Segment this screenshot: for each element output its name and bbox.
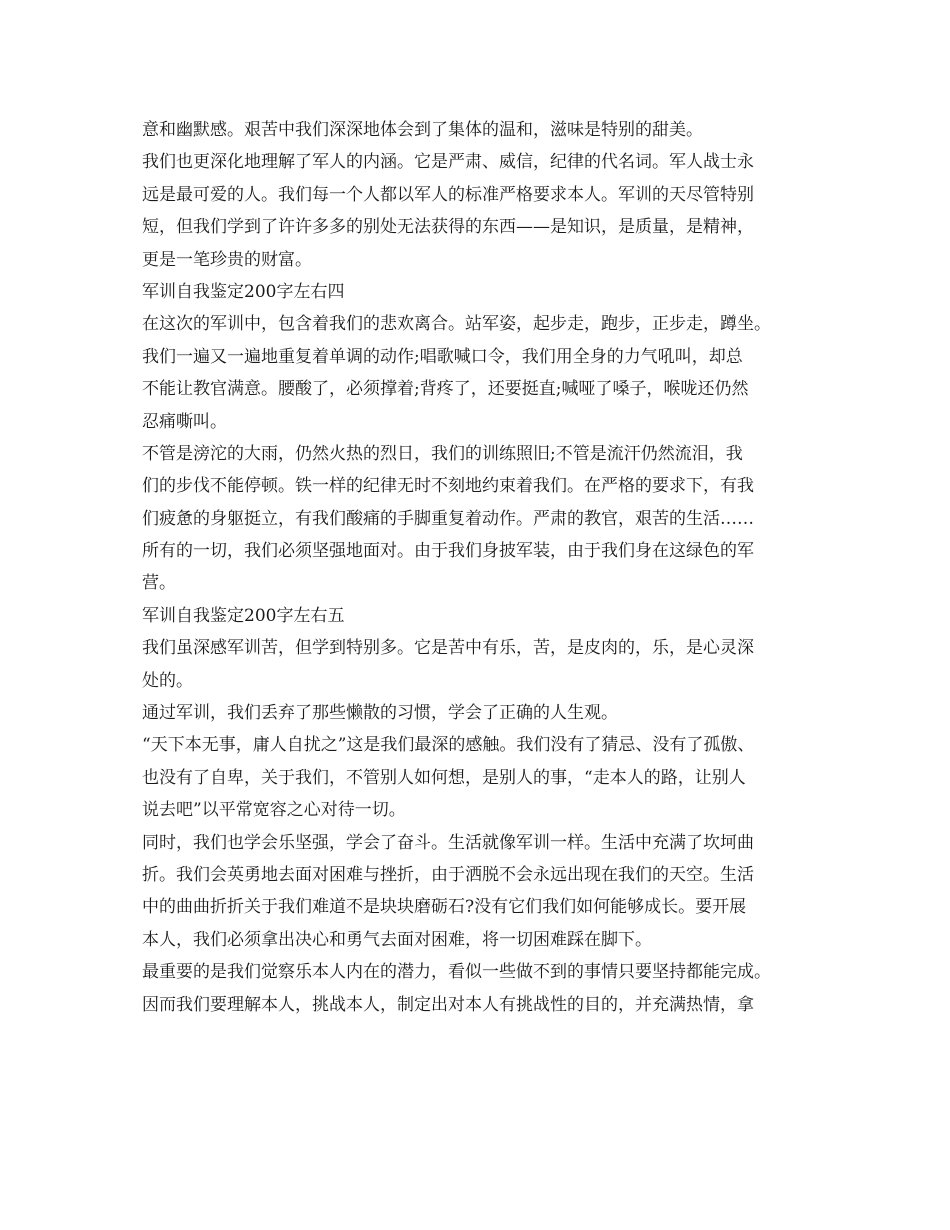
text-line: 意和幽默感。艰苦中我们深深地体会到了集体的温和，滋味是特别的甜美。 bbox=[142, 120, 703, 140]
text-line: 因而我们要理解本人，挑战本人，制定出对本人有挑战性的目的，并充满热情，拿 bbox=[142, 994, 754, 1015]
text-line: 最重要的是我们觉察乐本人内在的潜力，看似一些做不到的事情只要坚持都能完成。 bbox=[142, 962, 771, 983]
text-line: 营。 bbox=[142, 573, 176, 594]
text-line: 我们一遍又一遍地重复着单调的动作;唱歌喊口令，我们用全身的力气吼叫，却总 bbox=[142, 346, 743, 367]
document-body bbox=[142, 114, 832, 1021]
section-heading: 军训自我鉴定200字左右五 bbox=[142, 605, 345, 626]
text-line: 们的步伐不能停顿。铁一样的纪律无时不刻地约束着我们。在严格的要求下，有我 bbox=[142, 476, 754, 497]
text-line: 处的。 bbox=[142, 670, 193, 691]
text-line: 不管是滂沱的大雨，仍然火热的烈日，我们的训练照旧;不管是流汗仍然流泪，我 bbox=[142, 443, 743, 464]
text-line: 更是一笔珍贵的财富。 bbox=[142, 249, 312, 270]
text-line: 中的曲曲折折关于我们难道不是块块磨砺石?没有它们我们如何能够成长。要开展 bbox=[142, 897, 747, 918]
text-line: 所有的一切，我们必须坚强地面对。由于我们身披军装，由于我们身在这绿色的军 bbox=[142, 541, 754, 562]
text-line: 通过军训，我们丢弃了那些懒散的习惯，学会了正确的人生观。 bbox=[142, 703, 618, 724]
text-line: 短，但我们学到了许许多多的别处无法获得的东西——是知识，是质量，是精神， bbox=[142, 217, 754, 238]
text-line: 们疲惫的身躯挺立，有我们酸痛的手脚重复着动作。严肃的教官，艰苦的生活…… bbox=[142, 508, 754, 529]
section-heading: 军训自我鉴定200字左右四 bbox=[142, 281, 345, 302]
text-line: 远是最可爱的人。我们每一个人都以军人的标准严格要求本人。军训的天尽管特别 bbox=[142, 184, 754, 205]
text-line: 不能让教官满意。腰酸了，必须撑着;背疼了，还要挺直;喊哑了嗓子，喉咙还仍然 bbox=[142, 379, 749, 400]
text-line: 在这次的军训中，包含着我们的悲欢离合。站军姿，起步走，跑步，正步走，蹲坐。 bbox=[142, 314, 771, 335]
text-line: 忍痛嘶叫。 bbox=[142, 411, 227, 432]
text-line: 也没有了自卑，关于我们，不管别人如何想，是别人的事，“走本人的路，让别人 bbox=[142, 767, 746, 788]
text-line: 我们虽深感军训苦，但学到特别多。它是苦中有乐，苦，是皮肉的，乐，是心灵深 bbox=[142, 638, 754, 659]
text-line: 折。我们会英勇地去面对困难与挫折，由于洒脱不会永远出现在我们的天空。生活 bbox=[142, 864, 754, 885]
text-line: 本人，我们必须拿出决心和勇气去面对困难，将一切困难踩在脚下。 bbox=[142, 929, 652, 950]
text-line: “天下本无事，庸人自扰之”这是我们最深的感触。我们没有了猜忌、没有了孤傲、 bbox=[142, 735, 755, 756]
text-line: 同时，我们也学会乐坚强，学会了奋斗。生活就像军训一样。生活中充满了坎坷曲 bbox=[142, 832, 754, 853]
text-line: 我们也更深化地理解了军人的内涵。它是严肃、威信，纪律的代名词。军人战士永 bbox=[142, 152, 754, 173]
text-line: 说去吧”以平常宽容之心对待一切。 bbox=[142, 800, 406, 821]
